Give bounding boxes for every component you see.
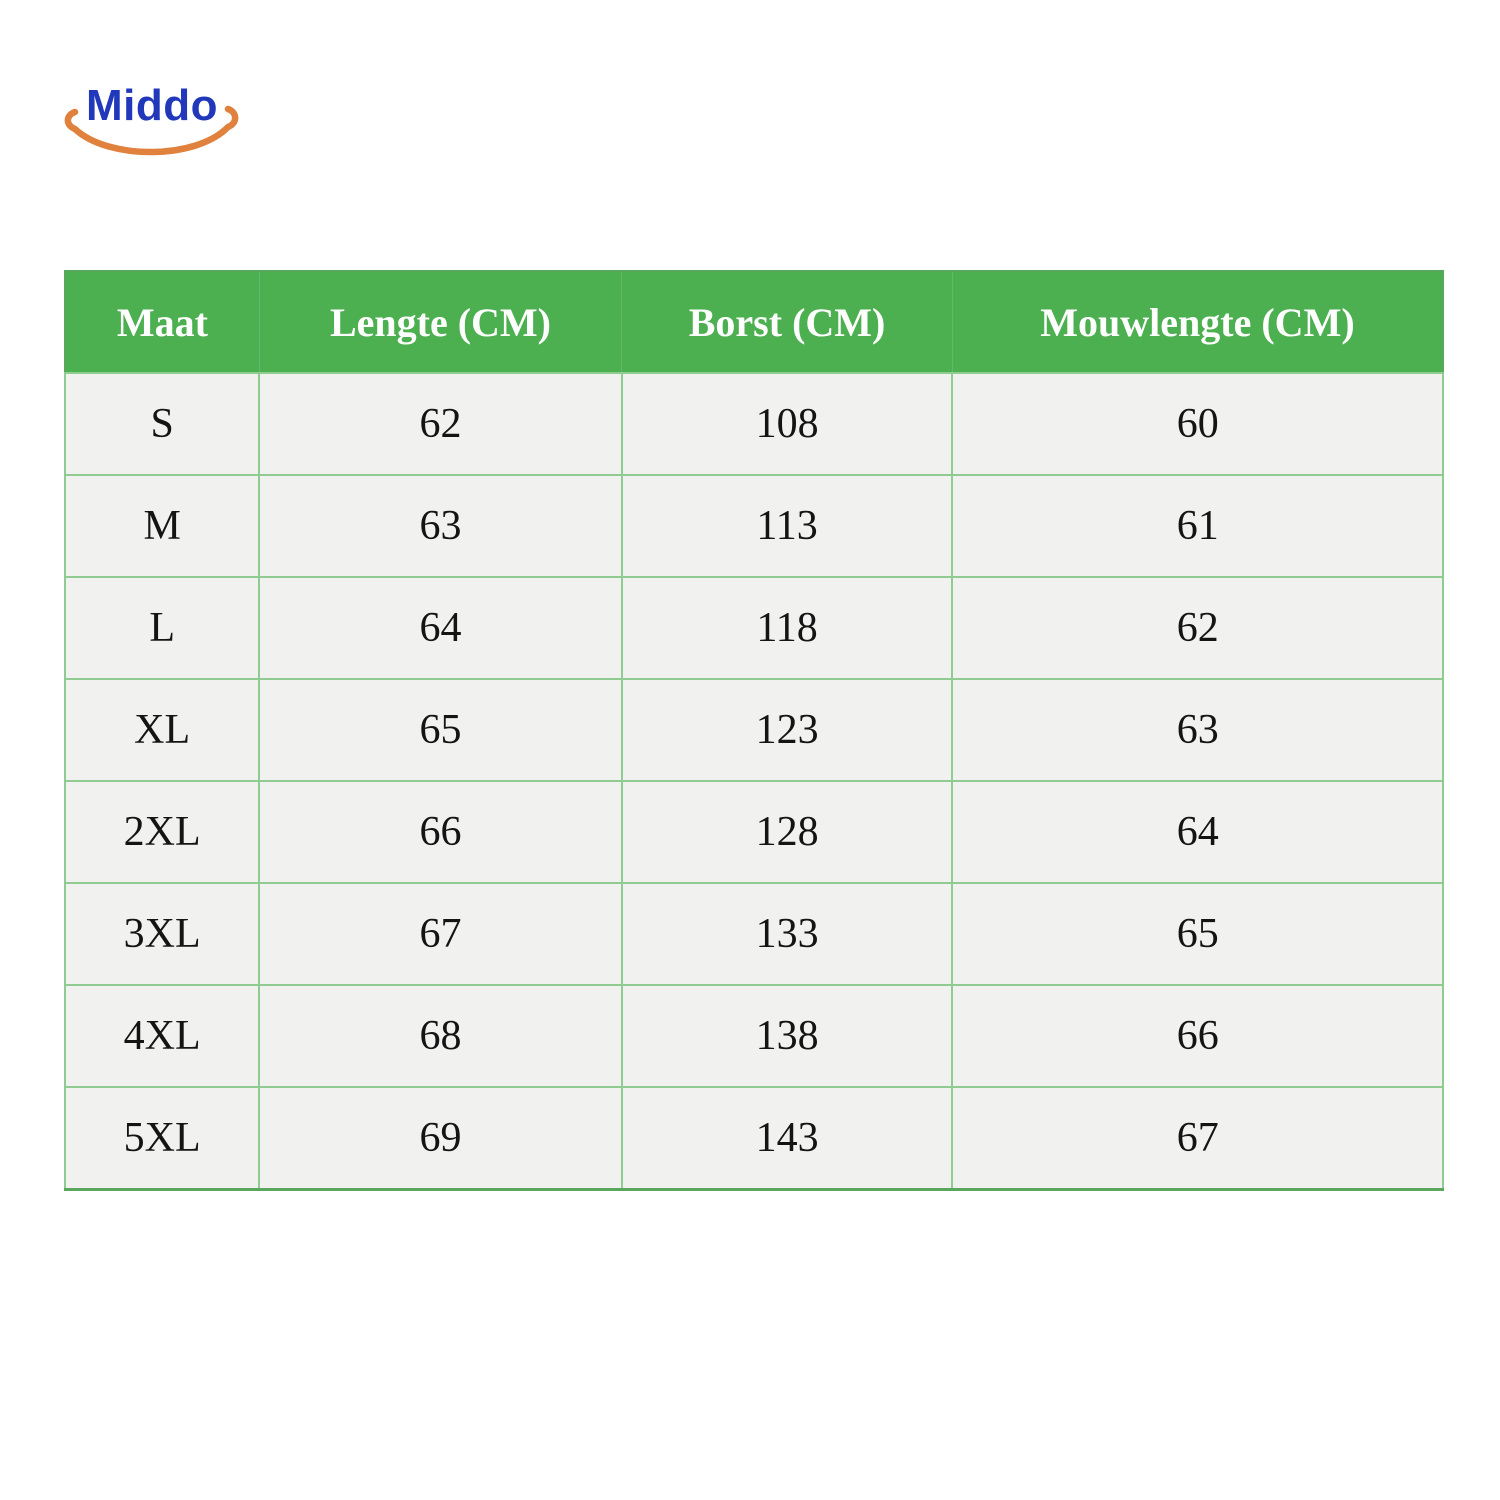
header-cell-maat: Maat [65, 271, 259, 373]
measurement-cell: 66 [259, 781, 621, 883]
measurement-cell: 68 [259, 985, 621, 1087]
size-cell: 4XL [65, 985, 259, 1087]
table-row [65, 679, 1443, 781]
measurement-cell: 67 [259, 883, 621, 985]
measurement-cell: 65 [259, 679, 621, 781]
table-row [65, 577, 1443, 679]
measurement-cell: 143 [622, 1087, 953, 1190]
table-row [65, 781, 1443, 883]
size-cell: 2XL [65, 781, 259, 883]
measurement-cell: 138 [622, 985, 953, 1087]
size-cell: L [65, 577, 259, 679]
size-cell: 5XL [65, 1087, 259, 1190]
measurement-cell: 67 [952, 1087, 1443, 1190]
table-row [65, 475, 1443, 577]
measurement-cell: 123 [622, 679, 953, 781]
size-chart [64, 270, 1444, 1191]
measurement-cell: 69 [259, 1087, 621, 1190]
measurement-cell: 60 [952, 373, 1443, 475]
measurement-cell: 63 [952, 679, 1443, 781]
measurement-cell: 113 [622, 475, 953, 577]
measurement-cell: 63 [259, 475, 621, 577]
size-cell: XL [65, 679, 259, 781]
measurement-cell: 62 [259, 373, 621, 475]
logo-graphic [62, 72, 247, 167]
measurement-cell: 128 [622, 781, 953, 883]
table-row [65, 373, 1443, 475]
measurement-cell: 108 [622, 373, 953, 475]
table-header-row [65, 271, 1443, 373]
size-cell: S [65, 373, 259, 475]
table-row [65, 985, 1443, 1087]
measurement-cell: 118 [622, 577, 953, 679]
header-cell-borst: Borst (CM) [622, 271, 953, 373]
measurement-cell: 61 [952, 475, 1443, 577]
size-cell: M [65, 475, 259, 577]
logo-text: Middo [86, 81, 219, 130]
header-cell-lengte: Lengte (CM) [259, 271, 621, 373]
measurement-cell: 64 [259, 577, 621, 679]
measurement-cell: 62 [952, 577, 1443, 679]
header-cell-mouwlengte: Mouwlengte (CM) [952, 271, 1443, 373]
size-chart-table [64, 270, 1444, 1191]
measurement-cell: 66 [952, 985, 1443, 1087]
table-row [65, 883, 1443, 985]
measurement-cell: 133 [622, 883, 953, 985]
size-cell: 3XL [65, 883, 259, 985]
table-body [65, 373, 1443, 1190]
measurement-cell: 65 [952, 883, 1443, 985]
table-row [65, 1087, 1443, 1190]
brand-logo [62, 72, 247, 167]
measurement-cell: 64 [952, 781, 1443, 883]
